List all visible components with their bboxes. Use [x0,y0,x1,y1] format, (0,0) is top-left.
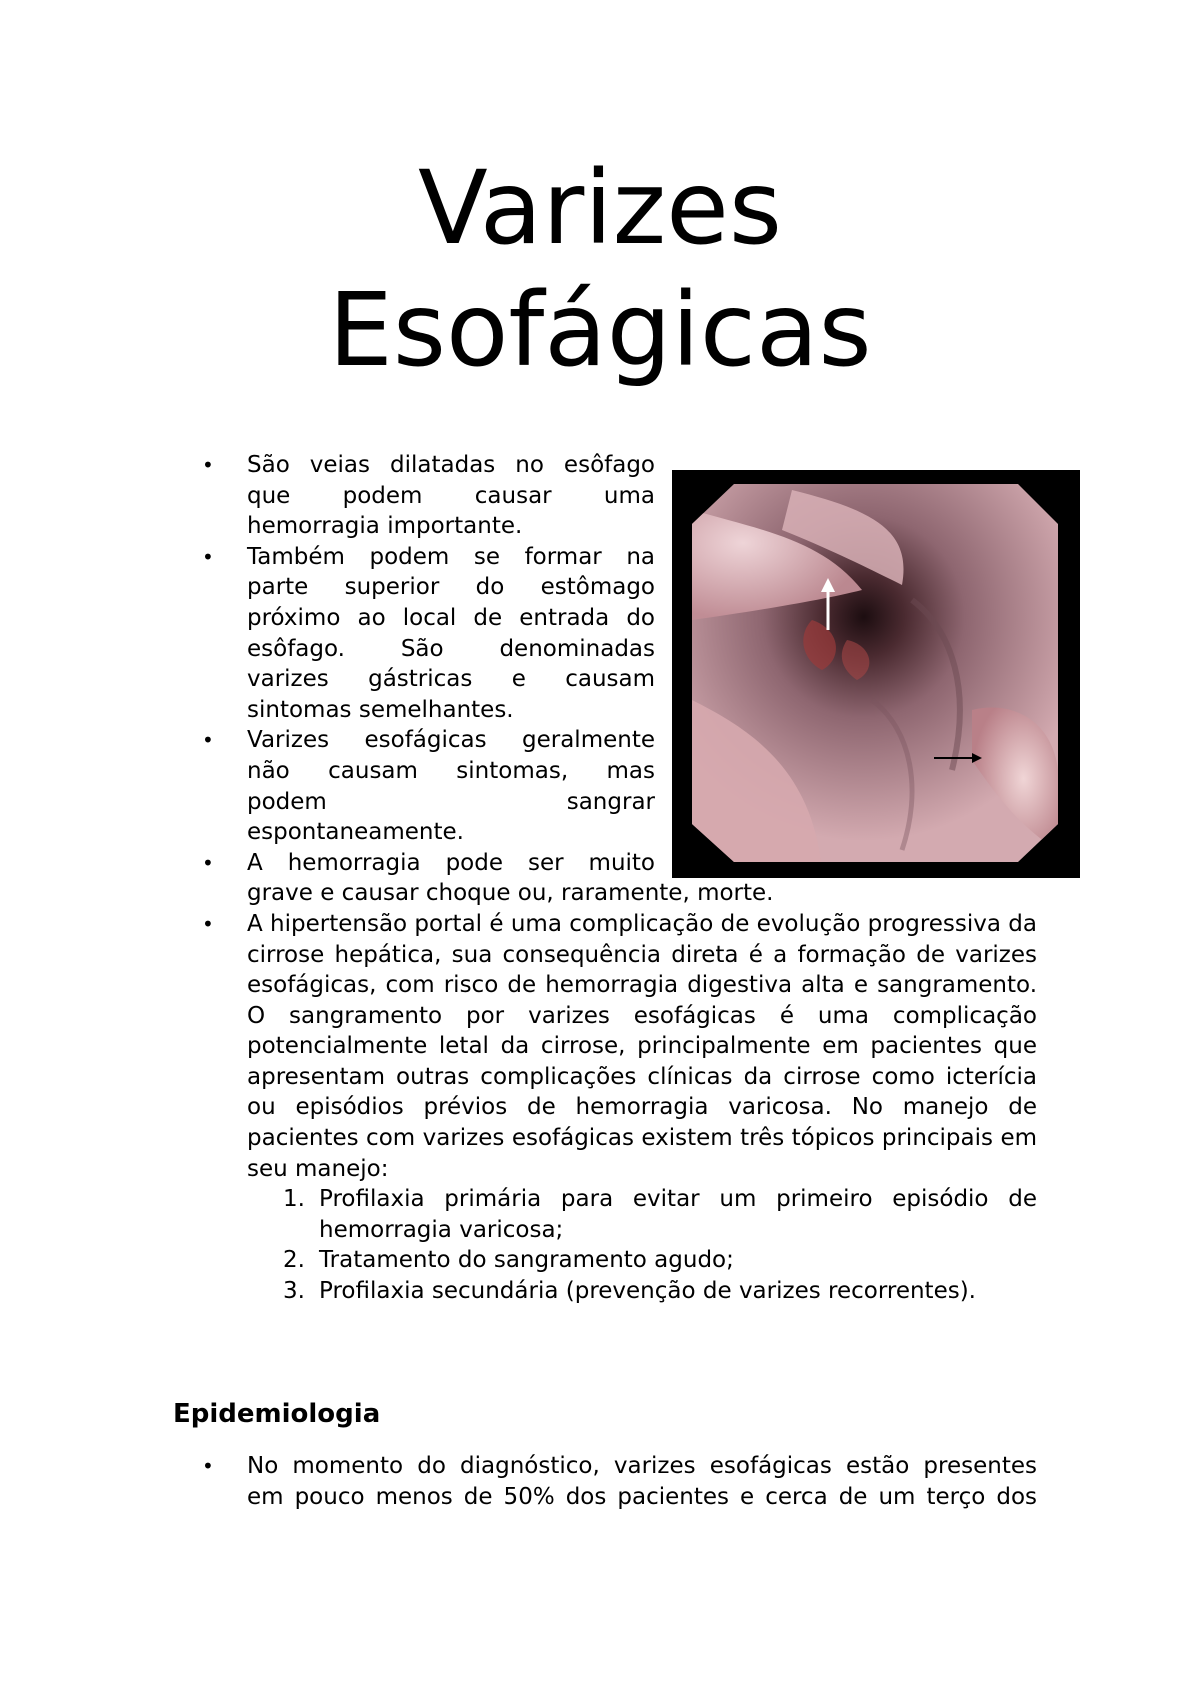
item-number: 1. [283,1186,305,1213]
list-item [202,1451,1037,1512]
bullet-dot: • [202,1454,214,1478]
title-line-2: Esofágicas [328,271,872,390]
bullet-3-line-2: não causam sintomas, mas [247,757,655,784]
list-item [202,542,1037,726]
bullet-dot: • [202,728,214,753]
epi-line-2: em pouco menos de 50% dos pacientes e cerca de um terço dos [247,1483,1037,1510]
numbered-item [205,1276,1037,1307]
item-text: Profilaxia secundária (prevenção de varizes recorrentes). [319,1278,976,1305]
epidemiology-bullet-list [202,1451,1037,1512]
epi-line-1: No momento do diagnóstico, varizes esofágicas estão presentes [247,1453,1037,1479]
bullet-1-line-2: que podem causar uma [247,482,655,509]
bullet-dot: • [202,453,214,477]
bullet-3-line-3: podem sangrar [247,788,655,815]
title-line-1: Varizes [417,149,783,268]
bullet-2-line-4: esôfago. São denominadas [247,635,655,662]
bullet-4-line-2: grave e causar choque ou, raramente, morte. [247,880,774,907]
bullet-2-line-5: varizes gástricas e causam [247,666,655,693]
bullet-dot: • [202,544,214,569]
bullet-dot: • [202,911,214,936]
list-item [202,725,1037,847]
bullet-2-line-3: próximo ao local de entrada do [247,604,655,631]
document-title [0,148,1200,392]
bullet-1-line-3: hemorragia importante. [247,513,523,540]
bullet-4-line-1: A hemorragia pode ser muito [247,849,655,876]
item-text: Profilaxia primária para evitar um primeiro episódio de hemorragia varicosa; [319,1186,1037,1243]
bullet-3-line-4: espontaneamente. [247,819,464,846]
bullet-1-line-1: São veias dilatadas no esôfago [247,452,655,478]
bullet-3-line-1: Varizes esofágicas geralmente [247,727,655,754]
list-item [202,848,1037,909]
bullet-2-line-2: parte superior do estômago [247,574,655,601]
main-bullet-list [202,450,1037,1307]
bullet-2-line-1: Também podem se formar na [247,543,655,570]
item-text: Tratamento do sangramento agudo; [319,1247,734,1274]
list-item [202,909,1037,1184]
list-item [202,450,1037,542]
numbered-list-wrapper [205,1184,1037,1306]
bullet-5-text: A hipertensão portal é uma complicação de evolução progressiva da cirrose hepática, sua consequência direta é a formação de varizes esofágicas, com risco de hemorragia digestiva alta e sangramento. O sangramento por varizes esofágicas é uma complicação potencialmente letal da cirrose, principalmente em pacientes que apresentam outras complicações clínicas da cirrose como icterícia ou episódios prévios de hemorragia varicosa. No manejo de pacientes com varizes esofágicas existem três tópicos principais em seu manejo: [247,910,1037,1182]
bullet-dot: • [202,850,214,875]
item-number: 3. [283,1278,305,1305]
item-number: 2. [283,1247,305,1274]
numbered-list [205,1184,1037,1306]
numbered-item [205,1245,1037,1276]
bullet-2-line-6: sintomas semelhantes. [247,696,514,723]
numbered-item [205,1184,1037,1245]
section-heading-epidemiology: Epidemiologia [173,1399,381,1429]
